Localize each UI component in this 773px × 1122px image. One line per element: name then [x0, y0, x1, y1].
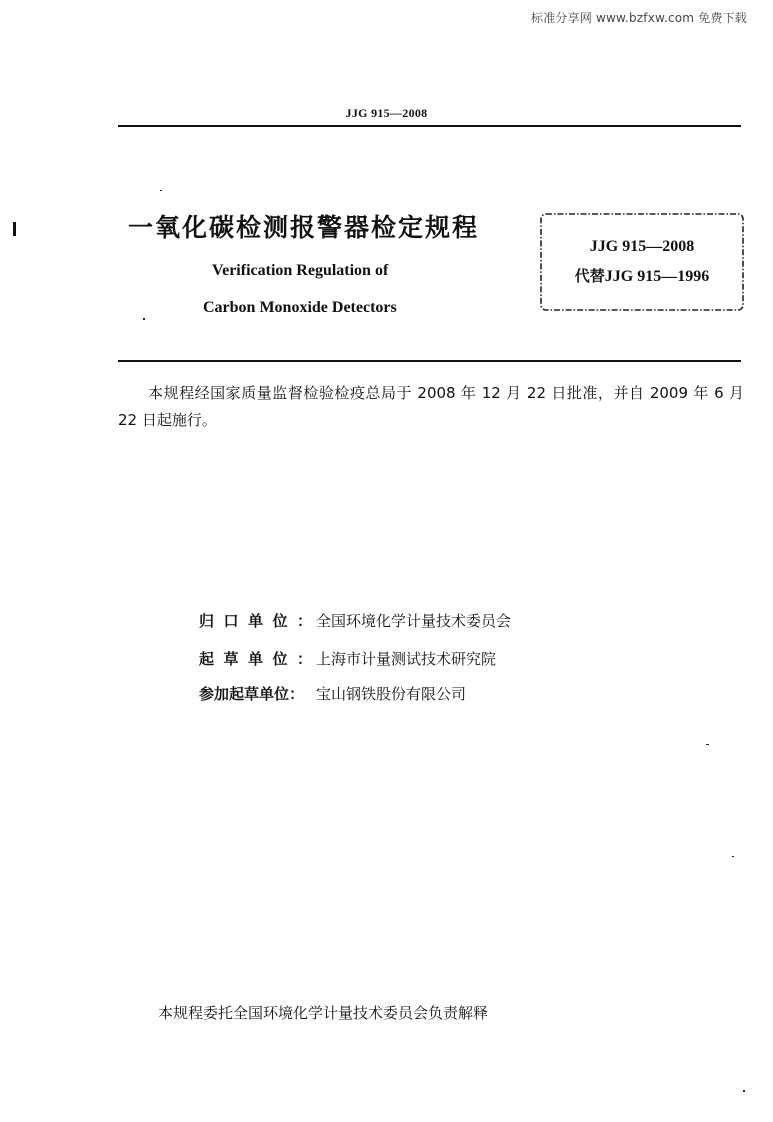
box-standard-code: JJG 915—2008 [589, 238, 695, 255]
standard-code-box [538, 211, 746, 313]
header-rule [118, 125, 741, 127]
scan-speck [160, 190, 162, 191]
title-english-line-1: Verification Regulation of [212, 262, 389, 279]
watermark: 标准分享网 www.bzfxw.com 免费下载 [531, 11, 747, 25]
margin-mark [13, 222, 16, 236]
title-english-line-2: Carbon Monoxide Detectors [203, 299, 397, 316]
box-replaces-line [538, 265, 746, 286]
decorative-border-icon [538, 211, 746, 313]
scan-speck [743, 1090, 745, 1092]
responsible-unit-row [199, 610, 511, 631]
responsible-unit-label: 归口单位： [199, 612, 322, 630]
scan-speck [732, 856, 734, 857]
scan-speck [143, 318, 145, 320]
section-rule [118, 360, 741, 362]
drafting-unit-row [199, 648, 496, 669]
participating-unit-row [199, 683, 466, 704]
title-chinese: 一氧化碳检测报警器检定规程 [128, 213, 480, 242]
participating-unit-label: 参加起草单位： [199, 685, 305, 703]
participating-unit-value: 宝山钢铁股份有限公司 [316, 685, 467, 703]
replaces-prefix: 代替 [574, 267, 605, 285]
responsible-unit-value: 全国环境化学计量技术委员会 [316, 612, 512, 630]
interpretation-note: 本规程委托全国环境化学计量技术委员会负责解释 [158, 1004, 489, 1022]
drafting-unit-value: 上海市计量测试技术研究院 [316, 650, 497, 668]
replaces-code: JJG 915—1996 [604, 268, 710, 285]
approval-statement: 本规程经国家质量监督检验检疫总局于 2008 年 12 月 22 日批准，并自 2009 年 6 月 22 日起施行。 [118, 384, 744, 429]
scan-speck [706, 744, 709, 745]
header-standard-code: JJG 915—2008 [345, 106, 428, 120]
drafting-unit-label: 起草单位： [199, 650, 322, 668]
